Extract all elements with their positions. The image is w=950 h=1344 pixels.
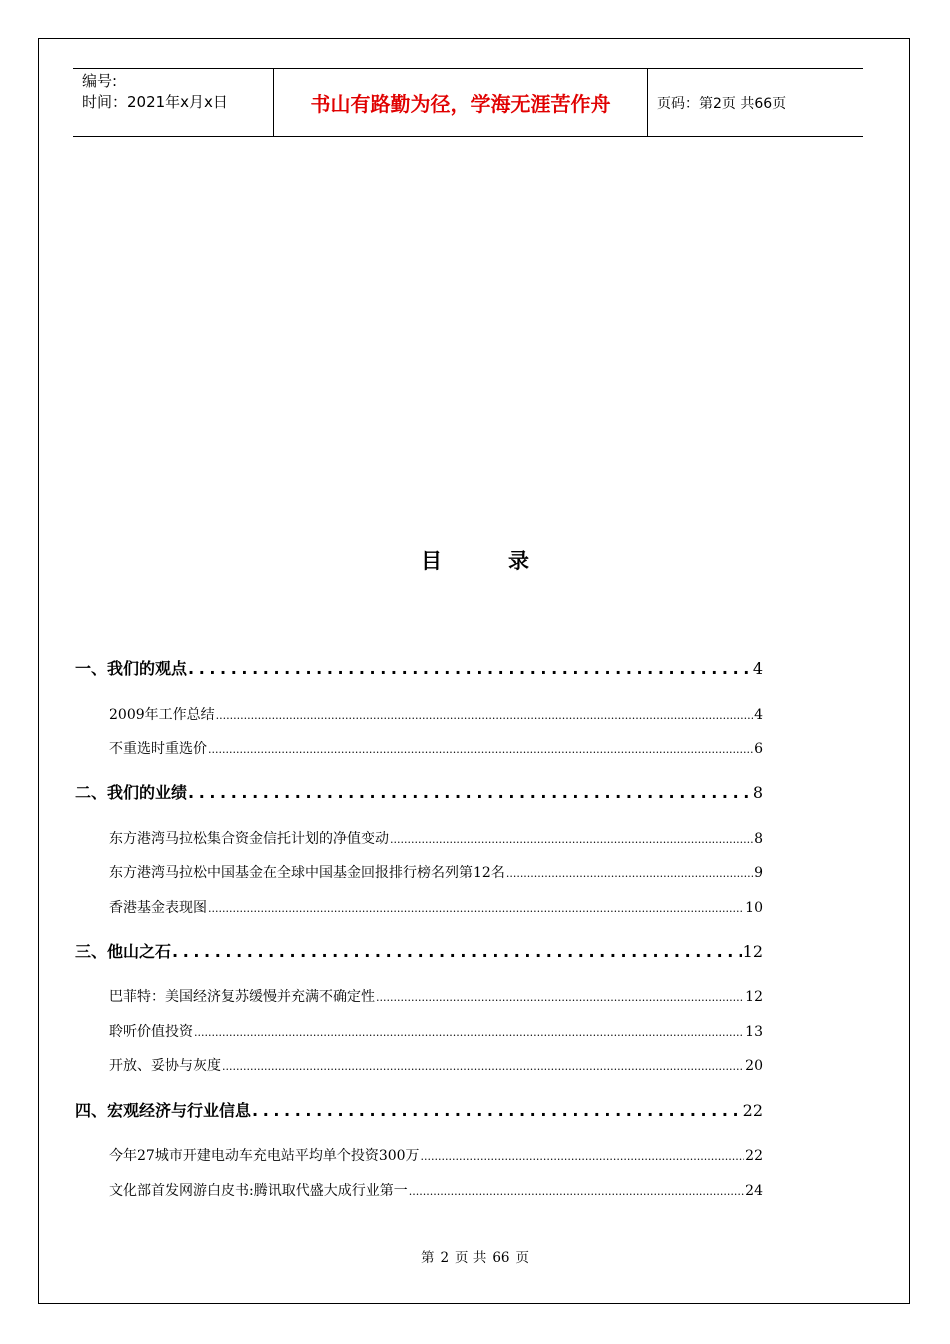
- page-footer: [0, 1246, 950, 1266]
- time-label: 时间：2021年x月x日: [82, 93, 228, 111]
- toc-entry-label: 2009年工作总结: [109, 707, 215, 723]
- toc-entry-page: 8: [752, 783, 763, 802]
- toc-entry-page: 24: [745, 1183, 763, 1199]
- toc-entry[interactable]: [109, 738, 763, 758]
- toc-entry[interactable]: [75, 780, 763, 803]
- footer-middle: 页 共: [455, 1250, 487, 1266]
- footer-current-page: 2: [440, 1250, 450, 1266]
- toc-leader-dots: [409, 1185, 744, 1198]
- toc-entry-page: 8: [754, 831, 763, 847]
- toc-entry[interactable]: [109, 986, 763, 1006]
- toc-title-char-2: 录: [508, 549, 529, 573]
- header-motto: 书山有路勤为径，学海无涯苦作舟: [274, 69, 648, 136]
- footer-prefix: 第: [420, 1250, 435, 1266]
- toc-entry-label: 二、我们的业绩: [75, 783, 188, 802]
- toc-leader-dots: [172, 942, 742, 961]
- toc-entry[interactable]: [109, 1021, 763, 1041]
- toc-leader-dots: [252, 1101, 742, 1120]
- toc-entry[interactable]: [75, 1098, 763, 1121]
- toc-leader-dots: [421, 1150, 745, 1163]
- toc-entry-label: 不重选时重选价: [109, 741, 207, 757]
- toc-entry-page: 13: [745, 1024, 763, 1040]
- toc-entry[interactable]: [109, 704, 763, 724]
- toc-entry-label: 三、他山之石: [75, 942, 172, 961]
- toc-leader-dots: [376, 991, 744, 1004]
- toc-entry[interactable]: [109, 1145, 763, 1165]
- toc-entry-label: 东方港湾马拉松集合资金信托计划的净值变动: [109, 831, 389, 847]
- toc-entry-page: 10: [745, 900, 763, 916]
- toc-leader-dots: [194, 1026, 744, 1039]
- toc-leader-dots: [390, 833, 753, 846]
- toc-entry[interactable]: [109, 1055, 763, 1075]
- toc-leader-dots: [188, 659, 752, 678]
- toc-entry[interactable]: [109, 828, 763, 848]
- toc-leader-dots: [222, 1060, 744, 1073]
- toc-entry-label: 四、宏观经济与行业信息: [75, 1101, 252, 1120]
- toc-entry-label: 文化部首发网游白皮书:腾讯取代盛大成行业第一: [109, 1183, 408, 1199]
- toc-entry-page: 12: [745, 989, 763, 1005]
- toc-entry[interactable]: [109, 1180, 763, 1200]
- toc-entry-label: 一、我们的观点: [75, 659, 188, 678]
- header-page-code: 页码：第2页 共66页: [657, 95, 787, 112]
- toc-entry-page: 12: [742, 942, 763, 961]
- toc-entry-page: 9: [754, 865, 763, 881]
- toc-leader-dots: [208, 902, 744, 915]
- toc-entry-label: 今年27城市开建电动车充电站平均单个投资300万: [109, 1148, 420, 1164]
- toc-entry-page: 4: [752, 659, 763, 678]
- toc-entry[interactable]: [109, 862, 763, 882]
- toc-entry-page: 22: [745, 1148, 763, 1164]
- toc-entry-page: 6: [754, 741, 763, 757]
- toc-entry-label: 开放、妥协与灰度: [109, 1058, 221, 1074]
- toc-entry-label: 东方港湾马拉松中国基金在全球中国基金回报排行榜名列第12名: [109, 865, 505, 881]
- toc-entry-page: 4: [754, 707, 763, 723]
- toc-entry-label: 巴菲特：美国经济复苏缓慢并充满不确定性: [109, 989, 375, 1005]
- number-label: 编号:: [82, 72, 118, 90]
- toc-entry[interactable]: [75, 656, 763, 679]
- toc-leader-dots: [188, 783, 752, 802]
- toc-leader-dots: [208, 743, 753, 756]
- toc-entry-label: 聆听价值投资: [109, 1024, 193, 1040]
- toc-entry[interactable]: [75, 939, 763, 962]
- toc-leader-dots: [506, 867, 753, 880]
- toc-entry-page: 20: [745, 1058, 763, 1074]
- footer-total-pages: 66: [492, 1250, 510, 1266]
- toc-entry-page: 22: [742, 1101, 763, 1120]
- toc-entry[interactable]: [109, 897, 763, 917]
- footer-suffix: 页: [515, 1250, 530, 1266]
- toc-entry-label: 香港基金表现图: [109, 900, 207, 916]
- toc-title-char-1: 目: [421, 549, 442, 573]
- toc-leader-dots: [216, 709, 753, 722]
